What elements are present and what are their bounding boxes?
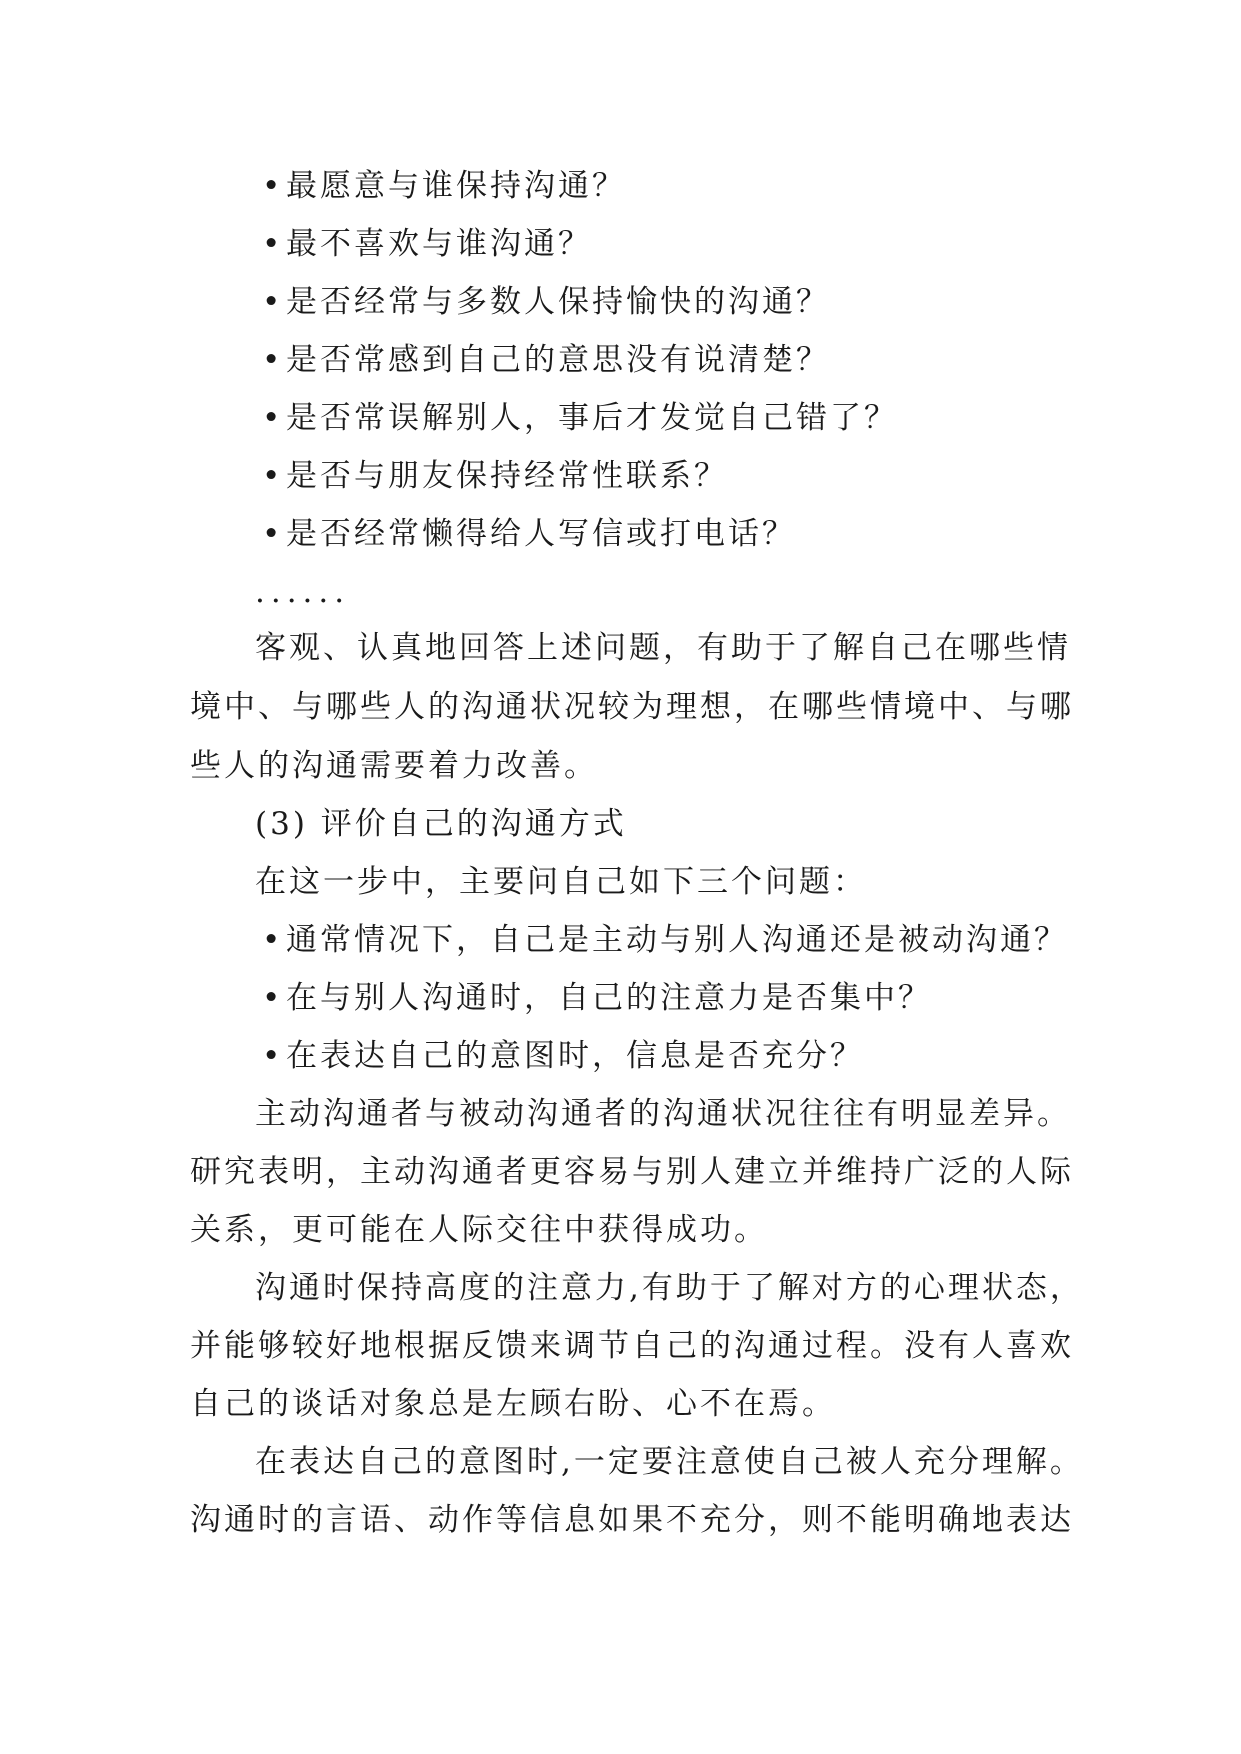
list-item	[262, 978, 932, 1018]
list-item-text: 在表达自己的意图时，信息是否充分？	[286, 1038, 864, 1074]
list-item-text: 最愿意与谁保持沟通？	[286, 168, 626, 204]
list-item-text: 是否经常懒得给人写信或打电话？	[286, 516, 796, 552]
paragraph-line: 研究表明，主动沟通者更容易与别人建立并维持广泛的人际	[190, 1154, 1074, 1190]
list-item	[262, 340, 830, 380]
list-item	[262, 1036, 864, 1076]
bullet-icon: •	[262, 400, 284, 436]
bullet-icon: •	[262, 516, 284, 552]
list-item-text: 是否常误解别人，事后才发觉自己错了？	[286, 400, 898, 436]
list-item-text: 在与别人沟通时，自己的注意力是否集中？	[286, 980, 932, 1016]
bullet-icon: •	[262, 922, 284, 958]
intro-text: 在这一步中，主要问自己如下三个问题：	[255, 864, 867, 900]
bullet-icon: •	[262, 226, 284, 262]
list-item-text: 通常情况下，自己是主动与别人沟通还是被动沟通？	[286, 922, 1068, 958]
list-item-text: 是否常感到自己的意思没有说清楚？	[286, 342, 830, 378]
paragraph-line: 客观、认真地回答上述问题，有助于了解自己在哪些情	[255, 630, 1071, 666]
list-item	[262, 398, 898, 438]
list-item-text: 是否与朋友保持经常性联系？	[286, 458, 728, 494]
bullet-icon: •	[262, 1038, 284, 1074]
paragraph-line: 自己的谈话对象总是左顾右盼、心不在焉。	[190, 1386, 836, 1422]
bullet-icon: •	[262, 342, 284, 378]
paragraph-line: 并能够较好地根据反馈来调节自己的沟通过程。没有人喜欢	[190, 1328, 1074, 1364]
list-item	[262, 166, 626, 206]
bullet-icon: •	[262, 458, 284, 494]
paragraph-line: 境中、与哪些人的沟通状况较为理想，在哪些情境中、与哪	[190, 689, 1074, 725]
list-item	[262, 456, 728, 496]
paragraph-line: 沟通时保持高度的注意力,有助于了解对方的心理状态，	[255, 1270, 1084, 1306]
list-item-text: 最不喜欢与谁沟通？	[286, 226, 592, 262]
bullet-icon: •	[262, 168, 284, 204]
list-item	[262, 224, 592, 264]
bullet-icon: •	[262, 980, 284, 1016]
list-item-text: 是否经常与多数人保持愉快的沟通？	[286, 284, 830, 320]
paragraph-line: 关系，更可能在人际交往中获得成功。	[190, 1212, 768, 1248]
ellipsis: ......	[255, 574, 351, 610]
bullet-icon: •	[262, 284, 284, 320]
paragraph-line: 主动沟通者与被动沟通者的沟通状况往往有明显差异。	[255, 1096, 1071, 1132]
paragraph-line: 沟通时的言语、动作等信息如果不充分，则不能明确地表达	[190, 1502, 1074, 1538]
paragraph-line: 些人的沟通需要着力改善。	[190, 748, 598, 784]
section-heading: (3) 评价自己的沟通方式	[255, 806, 627, 842]
list-item	[262, 282, 830, 322]
list-item	[262, 920, 1068, 960]
paragraph-line: 在表达自己的意图时,一定要注意使自己被人充分理解。	[255, 1444, 1084, 1480]
list-item	[262, 514, 796, 554]
